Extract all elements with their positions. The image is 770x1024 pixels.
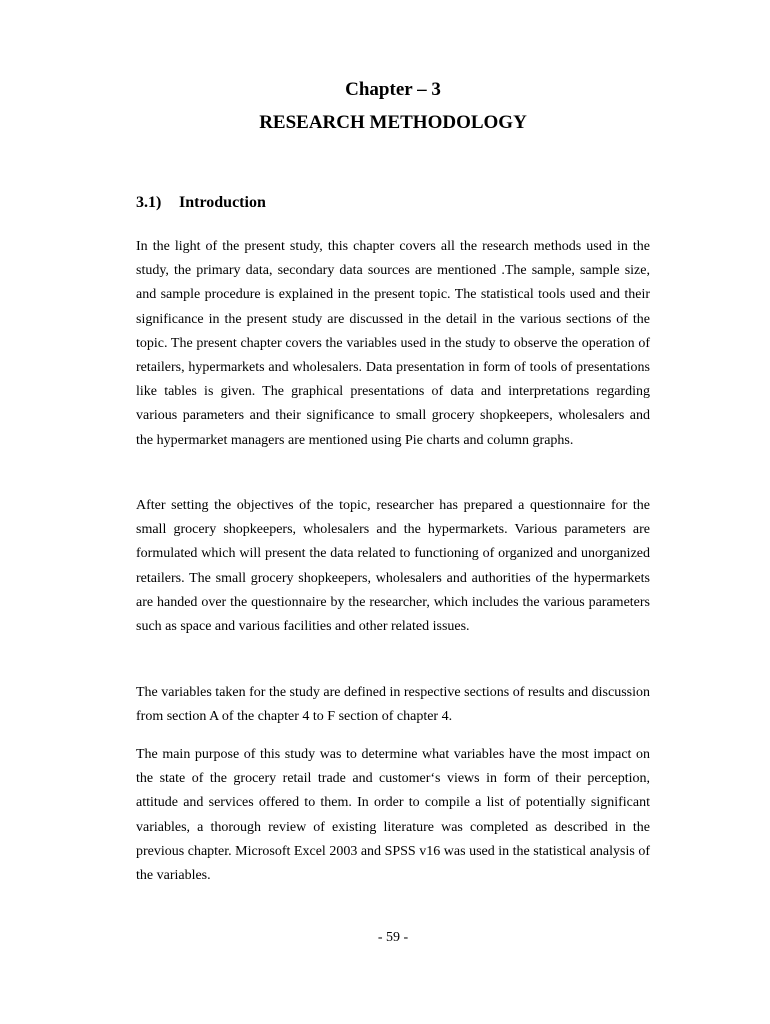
paragraph-2: After setting the objectives of the topic, researcher has prepared a questionnaire for the small grocery shopkeepers, wholesalers and the hypermarkets. Various parameters are formulated which will present the data related to functioning of organized and unorganized retailers. The small grocery shopkeepers, wholesalers and authorities of the hypermarkets are handed over the questionnaire by the researcher, which includes the various parameters such as space and various facilities and other related issues. [136, 498, 650, 635]
chapter-title: Chapter – 3 [345, 79, 441, 100]
paragraph-3: The variables taken for the study are defined in respective sections of results and discussion from section A of the chapter 4 to F section of chapter 4. [136, 685, 650, 725]
section-title: Introduction [179, 194, 266, 211]
section-heading [136, 192, 266, 214]
paragraph-4: The main purpose of this study was to determine what variables have the most impact on the state of the grocery retail trade and customer‘s views in form of their perception, attitude and services offered to them. In order to compile a list of potentially significant variables, a thorough review of existing literature was completed as described in the previous chapter. Microsoft Excel 2003 and SPSS v16 was used in the statistical analysis of the variables. [136, 747, 650, 884]
chapter-subtitle: RESEARCH METHODOLOGY [259, 112, 527, 133]
section-number: 3.1) [136, 194, 162, 211]
page-number: - 59 - [377, 930, 409, 945]
paragraph-1: In the light of the present study, this chapter covers all the research methods used in the study, the primary data, secondary data sources are mentioned .The sample, sample size, and sample procedure is explained in the present topic. The statistical tools used and their significance in the present study are discussed in the detail in the various sections of the topic. The present chapter covers the variables used in the study to observe the operation of retailers, hypermarkets and wholesalers. Data presentation in form of tools of presentations like tables is given. The graphical presentations of data and interpretations regarding various parameters and their significance to small grocery shopkeepers, wholesalers and the hypermarket managers are mentioned using Pie charts and column graphs. [136, 239, 650, 448]
